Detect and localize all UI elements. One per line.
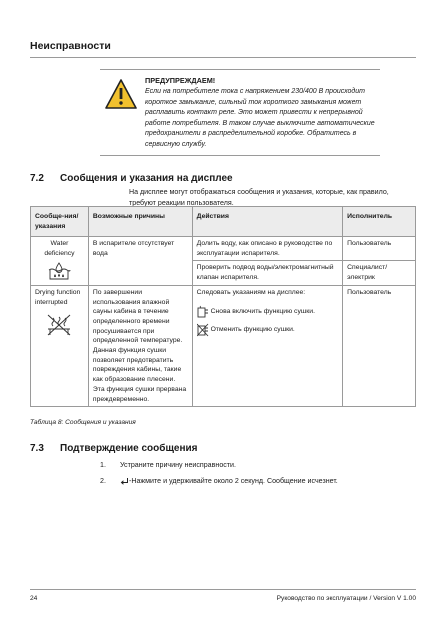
dryer-on-icon (197, 305, 209, 319)
message-code: Water deficiency (44, 240, 75, 257)
page-number: 24 (30, 595, 38, 602)
table-header-action: Действия (192, 207, 342, 237)
step-number: 1. (100, 461, 106, 469)
steps-list (100, 460, 338, 492)
cause-cell (88, 285, 192, 406)
section-72-heading (30, 173, 233, 184)
footer-doc-title: Руководство по эксплуатации / Version V 1.00 (276, 595, 416, 602)
table-header-message: Сообще-ния/указания (31, 207, 89, 237)
performer-cell: Пользователь (343, 237, 416, 261)
warning-title: ПРЕДУПРЕЖДАЕМ! (145, 76, 216, 85)
section-72-title: Сообщения и указания на дисплее (60, 173, 233, 184)
action-off-text: Отменить функцию сушки. (210, 325, 295, 333)
enter-key-icon (120, 477, 129, 486)
table-row (31, 237, 416, 261)
list-item (100, 476, 338, 486)
table-header-performer: Исполнитель (343, 207, 416, 237)
action-cell (192, 285, 342, 406)
warning-box (100, 69, 380, 156)
section-72-number: 7.2 (30, 173, 44, 184)
table-caption: Таблица 8: Сообщения и указания (30, 419, 136, 426)
step-text: Устраните причину неисправности. (120, 461, 236, 469)
page-header: Неисправности (30, 40, 111, 52)
step-text: -Нажмите и удерживайте около 2 секунд. Сообщение исчезнет. (129, 477, 338, 485)
message-cell (31, 237, 89, 286)
cause-text: По завершении использования влажной сауны кабина в течение определенного времени просушивается при определенной температуре. Данная функция сушки позволяет предотвратить повреждения кабины, такие как образование плесени. (92, 288, 183, 384)
drying-interrupted-icon (46, 313, 72, 337)
messages-table (30, 206, 416, 407)
footer-rule (30, 589, 416, 590)
table-row (31, 285, 416, 406)
table-header-row (31, 207, 416, 237)
cause-cell: В испарителе отсутствует вода (88, 237, 192, 286)
performer-cell: Пользователь (343, 285, 416, 406)
list-item (100, 460, 338, 470)
message-code: Drying function interrupted (35, 288, 81, 306)
action-cell: Проверить подвод воды/электромагнитный клапан испарителя. (192, 261, 342, 285)
header-rule (30, 57, 416, 58)
water-deficiency-icon (46, 261, 72, 281)
step-number: 2. (100, 477, 106, 485)
dryer-off-icon (197, 323, 209, 337)
section-73-number: 7.3 (30, 443, 44, 454)
table-header-cause: Возможные причины (88, 207, 192, 237)
warning-triangle-icon (105, 79, 137, 109)
message-cell (31, 285, 89, 406)
section-72-intro: На дисплее могут отображаться сообщения и указания, которые, как правило, требуют реакции пользователя. (129, 188, 389, 207)
action-cell: Долить воду, как описано в руководстве по эксплуатации испарителя. (192, 237, 342, 261)
performer-cell: Специалист/электрик (343, 261, 416, 285)
warning-text: Если на потребителе тока с напряжением 230/400 В происходит короткое замыкание, сильный ток короткого замыкания может расплавить контакт реле. Это может привести к непрерывной работе потребителя. В таком случае выключите автоматические предохранители в распределительной коробке. Обратитесь в сервисную службу. (145, 88, 375, 148)
cause-extra-text: Эта функция сушки прервана преждевременно. (92, 385, 187, 403)
section-73-heading (30, 443, 197, 454)
section-73-title: Подтверждение сообщения (60, 443, 198, 454)
action-on-text: Снова включить функцию сушки. (210, 307, 315, 315)
action-intro: Следовать указаниям на дисплее: (196, 288, 306, 296)
